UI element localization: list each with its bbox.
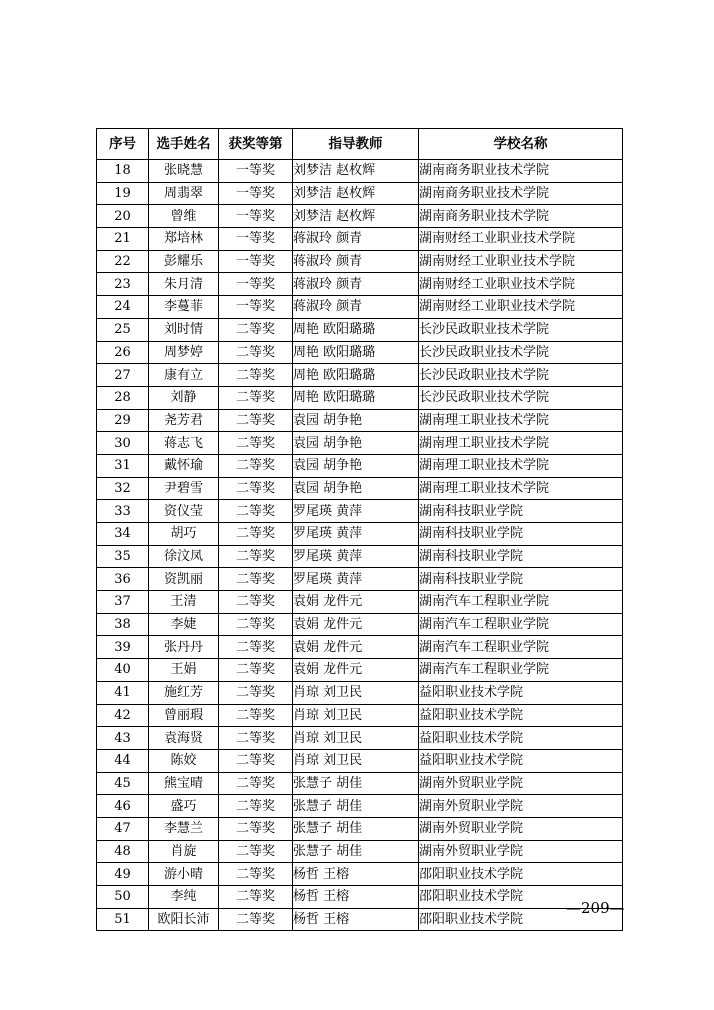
instructor-cell: 刘梦洁 赵枚辉	[293, 160, 419, 183]
award-level-cell: 一等奖	[219, 250, 293, 273]
school-name-cell: 湖南科技职业学院	[419, 568, 623, 591]
contestant-name-cell: 蒋志飞	[149, 432, 219, 455]
contestant-name-cell: 张晓慧	[149, 160, 219, 183]
school-name-cell: 邵阳职业技术学院	[419, 908, 623, 931]
contestant-name-cell: 李婕	[149, 613, 219, 636]
serial-number-cell: 36	[97, 568, 149, 591]
table-body	[97, 160, 623, 931]
contestant-name-cell: 李慧兰	[149, 817, 219, 840]
school-name-cell: 邵阳职业技术学院	[419, 863, 623, 886]
serial-number-cell: 29	[97, 409, 149, 432]
instructor-cell: 杨哲 王榕	[293, 886, 419, 909]
instructor-cell: 肖琼 刘卫民	[293, 681, 419, 704]
contestant-name-cell: 游小晴	[149, 863, 219, 886]
instructor-cell: 周艳 欧阳璐璐	[293, 318, 419, 341]
table-row	[97, 817, 623, 840]
header-contestant-name: 选手姓名	[149, 129, 219, 160]
school-name-cell: 湖南财经工业职业技术学院	[419, 250, 623, 273]
award-level-cell: 二等奖	[219, 545, 293, 568]
school-name-cell: 长沙民政职业技术学院	[419, 341, 623, 364]
award-level-cell: 二等奖	[219, 409, 293, 432]
serial-number-cell: 39	[97, 636, 149, 659]
award-level-cell: 一等奖	[219, 273, 293, 296]
award-level-cell: 二等奖	[219, 500, 293, 523]
contestant-name-cell: 戴怀瑜	[149, 454, 219, 477]
instructor-cell: 周艳 欧阳璐璐	[293, 386, 419, 409]
school-name-cell: 益阳职业技术学院	[419, 749, 623, 772]
table-row	[97, 341, 623, 364]
serial-number-cell: 32	[97, 477, 149, 500]
table-row	[97, 863, 623, 886]
instructor-cell: 周艳 欧阳璐璐	[293, 341, 419, 364]
serial-number-cell: 23	[97, 273, 149, 296]
serial-number-cell: 24	[97, 296, 149, 319]
table-row	[97, 840, 623, 863]
instructor-cell: 杨哲 王榕	[293, 908, 419, 931]
award-level-cell: 一等奖	[219, 296, 293, 319]
instructor-cell: 袁娟 龙件元	[293, 636, 419, 659]
page-number: —209—	[566, 899, 625, 917]
school-name-cell: 益阳职业技术学院	[419, 681, 623, 704]
instructor-cell: 刘梦洁 赵枚辉	[293, 182, 419, 205]
school-name-cell: 邵阳职业技术学院	[419, 886, 623, 909]
award-level-cell: 二等奖	[219, 386, 293, 409]
table-row	[97, 727, 623, 750]
award-level-cell: 二等奖	[219, 341, 293, 364]
serial-number-cell: 40	[97, 659, 149, 682]
instructor-cell: 张慧子 胡佳	[293, 795, 419, 818]
instructor-cell: 罗尾瑛 黄萍	[293, 523, 419, 546]
award-level-cell: 二等奖	[219, 908, 293, 931]
table-row	[97, 613, 623, 636]
contestant-name-cell: 康有立	[149, 364, 219, 387]
instructor-cell: 肖琼 刘卫民	[293, 727, 419, 750]
school-name-cell: 益阳职业技术学院	[419, 727, 623, 750]
serial-number-cell: 48	[97, 840, 149, 863]
header-award-level: 获奖等第	[219, 129, 293, 160]
instructor-cell: 袁园 胡争艳	[293, 454, 419, 477]
award-level-cell: 二等奖	[219, 795, 293, 818]
table-row	[97, 704, 623, 727]
contestant-name-cell: 郑培林	[149, 228, 219, 251]
instructor-cell: 张慧子 胡佳	[293, 817, 419, 840]
school-name-cell: 湖南汽车工程职业学院	[419, 591, 623, 614]
instructor-cell: 罗尾瑛 黄萍	[293, 545, 419, 568]
header-school-name: 学校名称	[419, 129, 623, 160]
contestant-name-cell: 肖旋	[149, 840, 219, 863]
award-level-cell: 一等奖	[219, 228, 293, 251]
serial-number-cell: 35	[97, 545, 149, 568]
instructor-cell: 杨哲 王榕	[293, 863, 419, 886]
school-name-cell: 湖南汽车工程职业学院	[419, 613, 623, 636]
serial-number-cell: 42	[97, 704, 149, 727]
contestant-name-cell: 尹碧雪	[149, 477, 219, 500]
school-name-cell: 益阳职业技术学院	[419, 704, 623, 727]
serial-number-cell: 43	[97, 727, 149, 750]
award-level-cell: 二等奖	[219, 681, 293, 704]
table-row	[97, 409, 623, 432]
award-level-cell: 二等奖	[219, 523, 293, 546]
school-name-cell: 湖南汽车工程职业学院	[419, 659, 623, 682]
serial-number-cell: 26	[97, 341, 149, 364]
school-name-cell: 湖南商务职业技术学院	[419, 182, 623, 205]
header-serial-number: 序号	[97, 129, 149, 160]
award-level-cell: 一等奖	[219, 160, 293, 183]
table-row	[97, 772, 623, 795]
table-row	[97, 545, 623, 568]
school-name-cell: 长沙民政职业技术学院	[419, 386, 623, 409]
contestant-name-cell: 盛巧	[149, 795, 219, 818]
school-name-cell: 湖南财经工业职业技术学院	[419, 296, 623, 319]
table-row	[97, 160, 623, 183]
contestant-name-cell: 徐汶凤	[149, 545, 219, 568]
school-name-cell: 湖南外贸职业学院	[419, 795, 623, 818]
serial-number-cell: 45	[97, 772, 149, 795]
award-level-cell: 二等奖	[219, 432, 293, 455]
contestant-name-cell: 周翡翠	[149, 182, 219, 205]
award-level-cell: 二等奖	[219, 477, 293, 500]
serial-number-cell: 31	[97, 454, 149, 477]
serial-number-cell: 37	[97, 591, 149, 614]
contestant-name-cell: 朱月清	[149, 273, 219, 296]
award-level-cell: 二等奖	[219, 886, 293, 909]
table-row	[97, 386, 623, 409]
award-level-cell: 二等奖	[219, 613, 293, 636]
instructor-cell: 袁园 胡争艳	[293, 432, 419, 455]
serial-number-cell: 21	[97, 228, 149, 251]
table-row	[97, 568, 623, 591]
serial-number-cell: 47	[97, 817, 149, 840]
contestant-name-cell: 王清	[149, 591, 219, 614]
instructor-cell: 袁园 胡争艳	[293, 477, 419, 500]
contestant-name-cell: 施红芳	[149, 681, 219, 704]
contestant-name-cell: 资凯丽	[149, 568, 219, 591]
instructor-cell: 蒋淑玲 颜青	[293, 228, 419, 251]
award-level-cell: 二等奖	[219, 568, 293, 591]
table-row	[97, 795, 623, 818]
table-row	[97, 205, 623, 228]
table-row	[97, 318, 623, 341]
serial-number-cell: 22	[97, 250, 149, 273]
instructor-cell: 罗尾瑛 黄萍	[293, 500, 419, 523]
instructor-cell: 蒋淑玲 颜青	[293, 250, 419, 273]
school-name-cell: 湖南科技职业学院	[419, 545, 623, 568]
award-level-cell: 二等奖	[219, 318, 293, 341]
table-row	[97, 364, 623, 387]
contestant-name-cell: 陈姣	[149, 749, 219, 772]
table-row	[97, 659, 623, 682]
contestant-name-cell: 熊宝晴	[149, 772, 219, 795]
award-level-cell: 二等奖	[219, 591, 293, 614]
school-name-cell: 湖南理工职业技术学院	[419, 477, 623, 500]
table-row	[97, 908, 623, 931]
table-row	[97, 182, 623, 205]
instructor-cell: 袁园 胡争艳	[293, 409, 419, 432]
serial-number-cell: 33	[97, 500, 149, 523]
serial-number-cell: 18	[97, 160, 149, 183]
instructor-cell: 张慧子 胡佳	[293, 840, 419, 863]
contestant-name-cell: 欧阳长沛	[149, 908, 219, 931]
contestant-name-cell: 曾维	[149, 205, 219, 228]
award-level-cell: 二等奖	[219, 817, 293, 840]
school-name-cell: 湖南理工职业技术学院	[419, 454, 623, 477]
serial-number-cell: 44	[97, 749, 149, 772]
serial-number-cell: 49	[97, 863, 149, 886]
school-name-cell: 湖南外贸职业学院	[419, 817, 623, 840]
instructor-cell: 周艳 欧阳璐璐	[293, 364, 419, 387]
serial-number-cell: 19	[97, 182, 149, 205]
contestant-name-cell: 曾丽瑕	[149, 704, 219, 727]
serial-number-cell: 46	[97, 795, 149, 818]
award-level-cell: 二等奖	[219, 727, 293, 750]
serial-number-cell: 38	[97, 613, 149, 636]
serial-number-cell: 20	[97, 205, 149, 228]
serial-number-cell: 27	[97, 364, 149, 387]
award-level-cell: 二等奖	[219, 772, 293, 795]
serial-number-cell: 25	[97, 318, 149, 341]
contestant-name-cell: 李蔓菲	[149, 296, 219, 319]
contestant-name-cell: 胡巧	[149, 523, 219, 546]
school-name-cell: 湖南外贸职业学院	[419, 772, 623, 795]
table-row	[97, 591, 623, 614]
school-name-cell: 湖南外贸职业学院	[419, 840, 623, 863]
award-level-cell: 一等奖	[219, 205, 293, 228]
school-name-cell: 长沙民政职业技术学院	[419, 364, 623, 387]
instructor-cell: 袁娟 龙件元	[293, 613, 419, 636]
award-level-cell: 二等奖	[219, 863, 293, 886]
table-row	[97, 523, 623, 546]
contestant-name-cell: 刘静	[149, 386, 219, 409]
serial-number-cell: 50	[97, 886, 149, 909]
contestant-name-cell: 袁海贤	[149, 727, 219, 750]
school-name-cell: 湖南理工职业技术学院	[419, 432, 623, 455]
table-row	[97, 749, 623, 772]
award-level-cell: 二等奖	[219, 840, 293, 863]
contestant-name-cell: 周梦婷	[149, 341, 219, 364]
school-name-cell: 湖南汽车工程职业学院	[419, 636, 623, 659]
contestant-name-cell: 刘时情	[149, 318, 219, 341]
award-level-cell: 二等奖	[219, 749, 293, 772]
award-level-cell: 二等奖	[219, 636, 293, 659]
table-header-row	[97, 129, 623, 160]
contestant-name-cell: 尧芳君	[149, 409, 219, 432]
award-level-cell: 二等奖	[219, 704, 293, 727]
serial-number-cell: 41	[97, 681, 149, 704]
school-name-cell: 湖南商务职业技术学院	[419, 160, 623, 183]
table-row	[97, 273, 623, 296]
contestant-name-cell: 张丹丹	[149, 636, 219, 659]
school-name-cell: 湖南商务职业技术学院	[419, 205, 623, 228]
instructor-cell: 罗尾瑛 黄萍	[293, 568, 419, 591]
table-row	[97, 477, 623, 500]
header-instructor: 指导教师	[293, 129, 419, 160]
serial-number-cell: 28	[97, 386, 149, 409]
table-row	[97, 296, 623, 319]
instructor-cell: 袁娟 龙件元	[293, 591, 419, 614]
table-row	[97, 250, 623, 273]
school-name-cell: 湖南科技职业学院	[419, 500, 623, 523]
contestant-name-cell: 李纯	[149, 886, 219, 909]
contestant-name-cell: 资仪莹	[149, 500, 219, 523]
table-row	[97, 454, 623, 477]
instructor-cell: 蒋淑玲 颜青	[293, 273, 419, 296]
award-level-cell: 二等奖	[219, 454, 293, 477]
table-row	[97, 500, 623, 523]
instructor-cell: 袁娟 龙件元	[293, 659, 419, 682]
table-row	[97, 228, 623, 251]
school-name-cell: 湖南科技职业学院	[419, 523, 623, 546]
school-name-cell: 湖南财经工业职业技术学院	[419, 228, 623, 251]
serial-number-cell: 30	[97, 432, 149, 455]
table-row	[97, 886, 623, 909]
instructor-cell: 肖琼 刘卫民	[293, 704, 419, 727]
award-level-cell: 二等奖	[219, 659, 293, 682]
award-level-cell: 一等奖	[219, 182, 293, 205]
serial-number-cell: 51	[97, 908, 149, 931]
school-name-cell: 湖南理工职业技术学院	[419, 409, 623, 432]
award-table	[96, 128, 623, 931]
table-row	[97, 636, 623, 659]
serial-number-cell: 34	[97, 523, 149, 546]
instructor-cell: 张慧子 胡佳	[293, 772, 419, 795]
award-level-cell: 二等奖	[219, 364, 293, 387]
instructor-cell: 蒋淑玲 颜青	[293, 296, 419, 319]
instructor-cell: 肖琼 刘卫民	[293, 749, 419, 772]
school-name-cell: 湖南财经工业职业技术学院	[419, 273, 623, 296]
table-row	[97, 681, 623, 704]
table-row	[97, 432, 623, 455]
school-name-cell: 长沙民政职业技术学院	[419, 318, 623, 341]
instructor-cell: 刘梦洁 赵枚辉	[293, 205, 419, 228]
contestant-name-cell: 彭耀乐	[149, 250, 219, 273]
contestant-name-cell: 王娟	[149, 659, 219, 682]
